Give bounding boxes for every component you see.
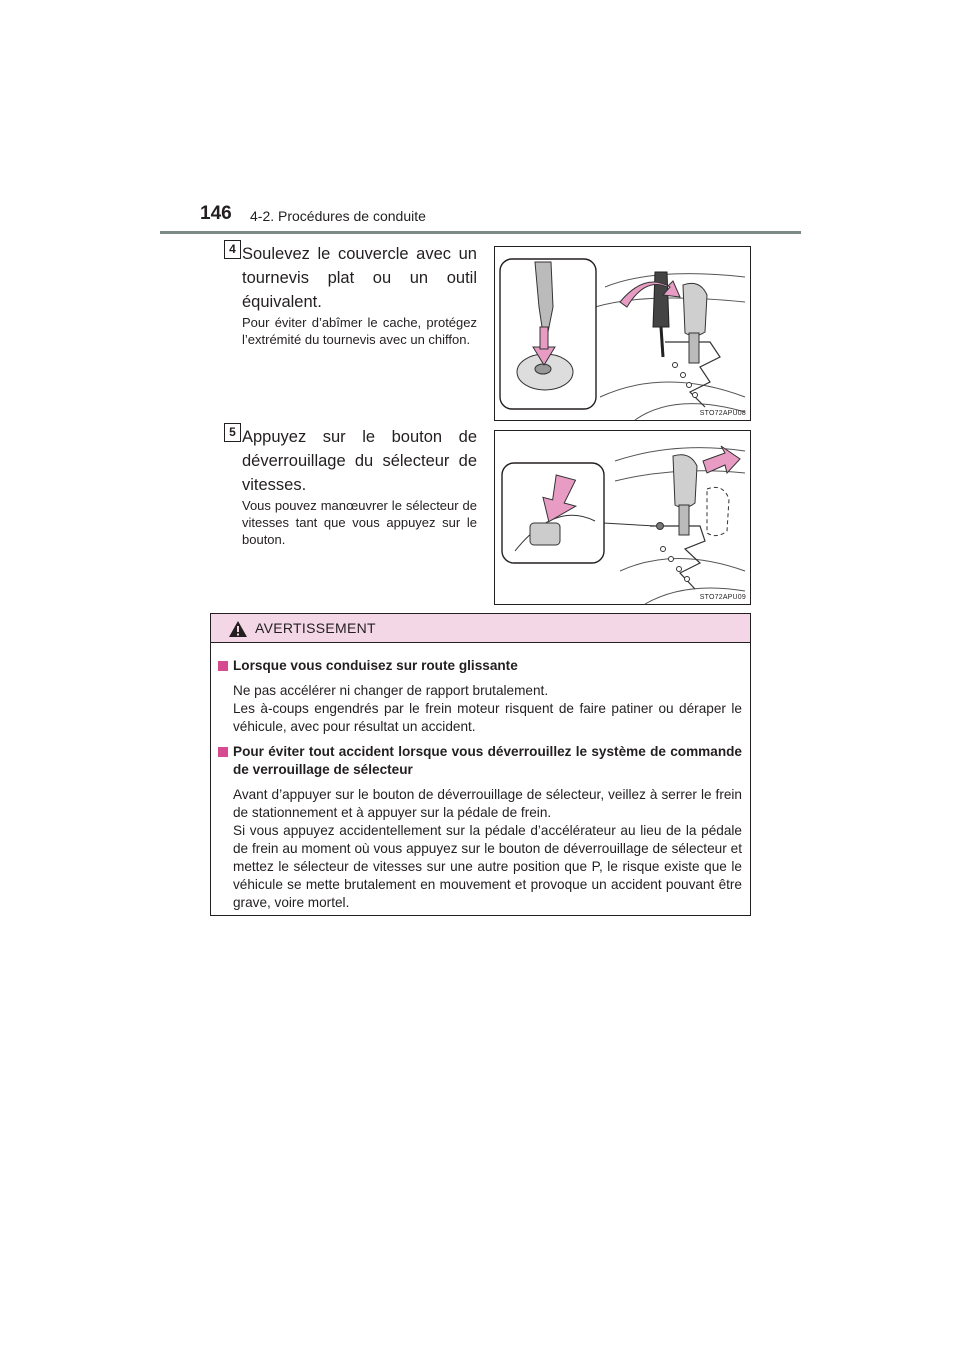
header-rule	[160, 231, 801, 234]
warning-box	[210, 613, 751, 916]
warning-paragraph: Si vous appuyez accidentellement sur la pédale d’accélérateur au lieu de la pédale de frein au moment où vous appuyez sur le bouton de déverrouillage de sélecteur et mettez le sélecteur de vitesses sur une autre position que P, le risque existe que le véhicule se mette brutalement en mouvement et provoque un accident pouvant être grave, voire mortel.	[233, 823, 742, 910]
warning-triangle-icon	[228, 620, 248, 638]
step-number-4: 4	[224, 240, 241, 259]
warning-paragraph: Ne pas accélérer ni changer de rapport brutalement.	[233, 683, 549, 698]
step-4-note: Pour éviter d’abîmer le cache, protégez l’extrémité du tournevis avec un chiffon.	[242, 315, 477, 347]
bullet-square-icon	[218, 747, 228, 757]
figure-screwdriver-cover	[494, 246, 751, 421]
screwdriver-illustration	[495, 247, 750, 420]
warning-header	[211, 614, 750, 643]
warning-paragraph: Les à-coups engendrés par le frein moteur risquent de faire patiner ou déraper le véhicule, avec pour résultat un accident.	[233, 701, 742, 734]
bullet-square-icon	[218, 661, 228, 671]
figure-code: STO72APU09	[699, 594, 746, 601]
step-5-note: Vous pouvez manœuvrer le sélecteur de vitesses tant que vous appuyez sur le bouton.	[242, 498, 477, 547]
warning-heading	[218, 657, 742, 675]
figure-code: STO72APU08	[699, 410, 746, 417]
step-number-5: 5	[224, 423, 241, 442]
warning-paragraph: Avant d’appuyer sur le bouton de déverrouillage de sélecteur, veillez à serrer le frein de stationnement et à appuyer sur la pédale de frein.	[233, 787, 742, 820]
step-5-instruction: Appuyez sur le bouton de déverrouillage du sélecteur de vitesses.	[242, 428, 477, 494]
warning-heading-text: Lorsque vous conduisez sur route glissante	[233, 658, 518, 673]
warning-title: AVERTISSEMENT	[255, 620, 376, 636]
warning-heading	[218, 743, 742, 779]
warning-heading-text: Pour éviter tout accident lorsque vous déverrouillez le système de commande de verrouillage de sélecteur	[233, 744, 742, 777]
shift-lock-illustration	[495, 431, 750, 604]
page-number: 146	[200, 203, 232, 224]
figure-shift-release-button	[494, 430, 751, 605]
section-title: 4-2. Procédures de conduite	[250, 208, 426, 224]
warning-body	[211, 643, 750, 912]
step-4-instruction: Soulevez le couvercle avec un tournevis plat ou un outil équivalent.	[242, 245, 477, 311]
